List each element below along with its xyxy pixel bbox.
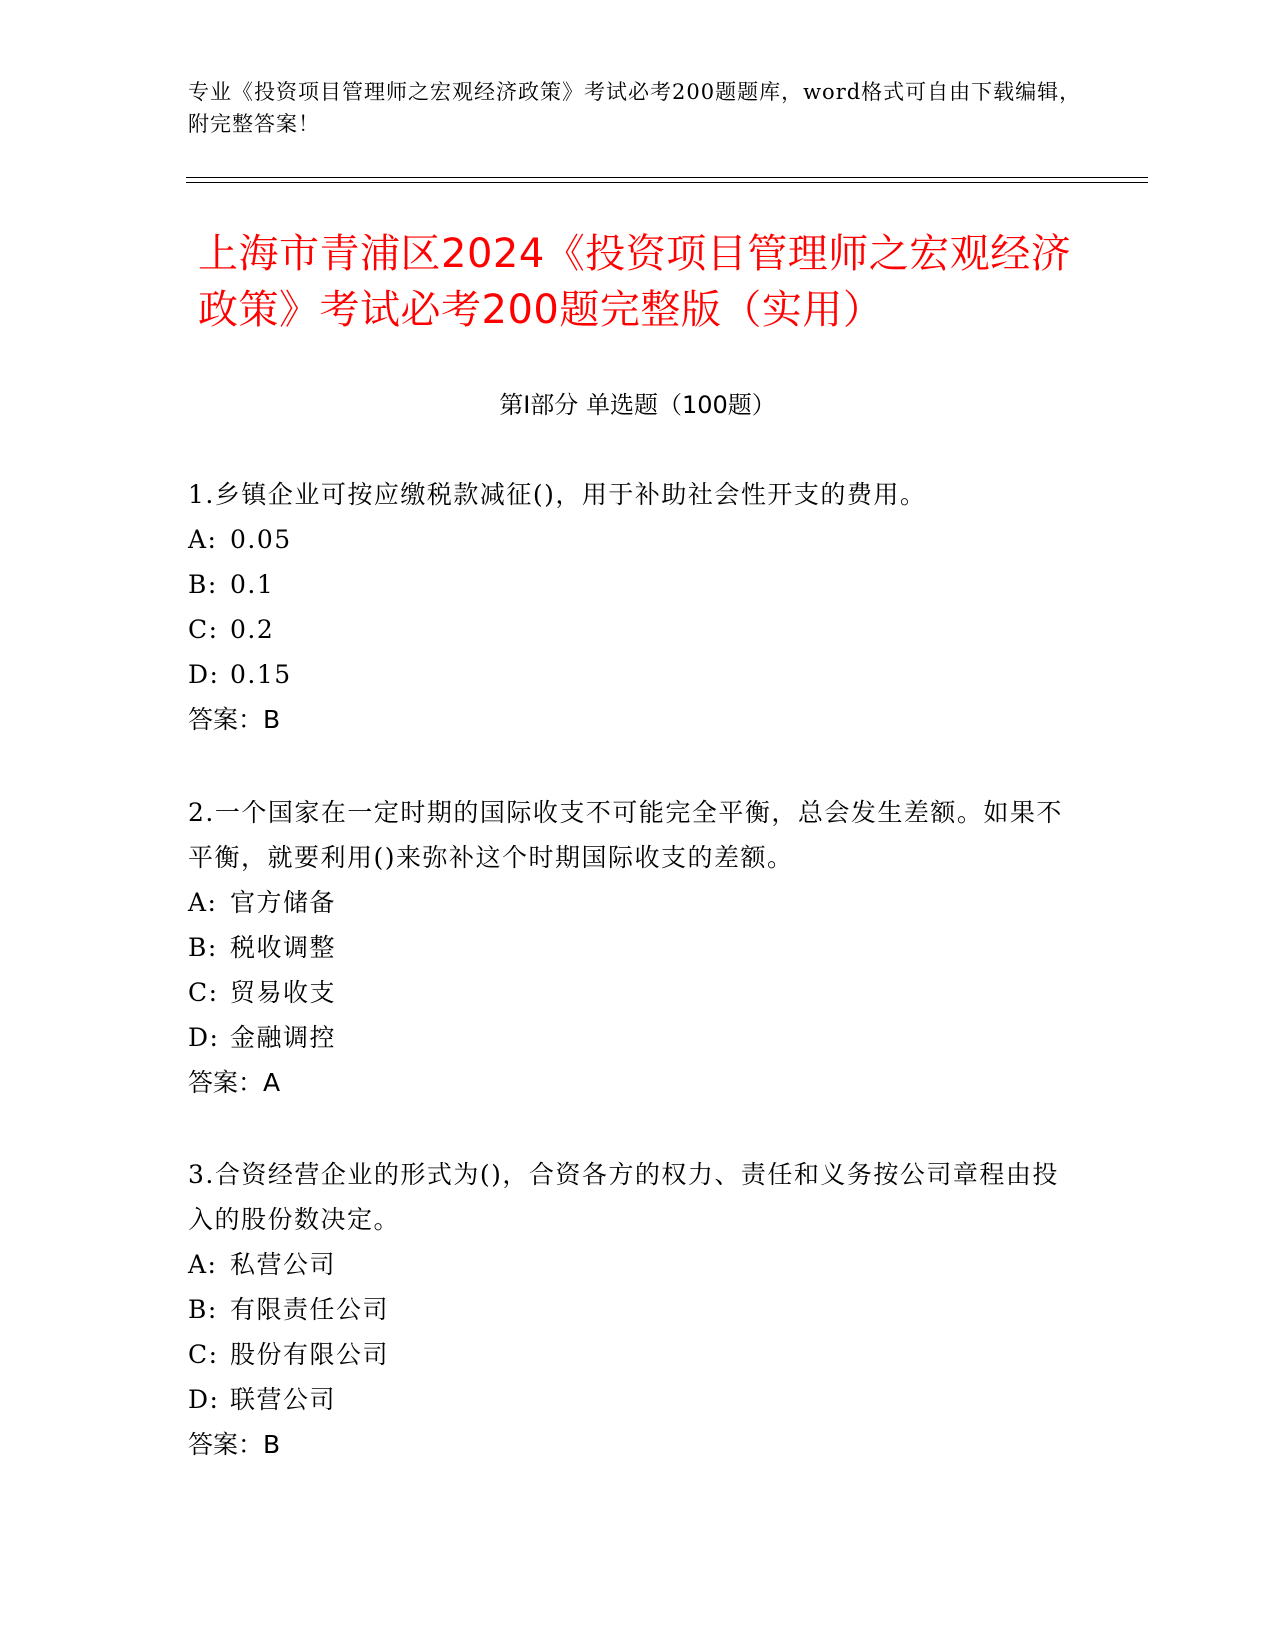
question-3 [188, 1152, 1068, 1467]
option-letter: A: [188, 1250, 218, 1279]
option-a [188, 517, 1068, 562]
option-letter: A: [188, 888, 218, 917]
option-text: 官方储备 [230, 888, 337, 917]
option-letter: C: [188, 978, 219, 1007]
question-1 [188, 472, 1068, 742]
option-c [188, 1332, 1068, 1377]
option-c [188, 970, 1068, 1015]
question-stem: 3.合资经营企业的形式为()，合资各方的权力、责任和义务按公司章程由投入的股份数决定。 [188, 1160, 1059, 1234]
option-text: 贸易收支 [230, 978, 337, 1007]
option-b [188, 1287, 1068, 1332]
option-text: 股份有限公司 [230, 1340, 390, 1369]
option-text: 联营公司 [230, 1385, 337, 1414]
header-divider-top [186, 177, 1148, 178]
option-letter: B: [188, 1295, 218, 1324]
option-text: 0.05 [230, 525, 292, 554]
option-letter: B: [188, 570, 218, 599]
section-heading: 第Ⅰ部分 单选题（100题） [499, 391, 776, 419]
answer-line: 答案：A [188, 1068, 281, 1097]
option-b [188, 562, 1068, 607]
option-text: 0.2 [230, 615, 275, 644]
option-d [188, 1015, 1068, 1060]
option-b [188, 925, 1068, 970]
answer-line: 答案：B [188, 705, 281, 734]
option-text: 税收调整 [230, 933, 337, 962]
option-letter: C: [188, 615, 219, 644]
option-letter: B: [188, 933, 218, 962]
option-c [188, 607, 1068, 652]
question-stem: 2.一个国家在一定时期的国际收支不可能完全平衡，总会发生差额。如果不平衡，就要利用()来弥补这个时期国际收支的差额。 [188, 798, 1063, 872]
option-a [188, 1242, 1068, 1287]
option-letter: C: [188, 1340, 219, 1369]
header-divider-bottom [186, 182, 1148, 183]
document-title: 上海市青浦区2024《投资项目管理师之宏观经济政策》考试必考200题完整版（实用） [198, 231, 1072, 333]
answer-line: 答案：B [188, 1430, 281, 1459]
option-letter: D: [188, 1023, 220, 1052]
option-d [188, 652, 1068, 697]
option-text: 有限责任公司 [230, 1295, 390, 1324]
option-text: 私营公司 [230, 1250, 337, 1279]
option-letter: D: [188, 1385, 220, 1414]
question-stem: 1.乡镇企业可按应缴税款减征()，用于补助社会性开支的费用。 [188, 480, 927, 509]
option-a [188, 880, 1068, 925]
option-d [188, 1377, 1068, 1422]
option-text: 金融调控 [230, 1023, 337, 1052]
question-2 [188, 790, 1068, 1105]
option-text: 0.15 [230, 660, 292, 689]
option-text: 0.1 [230, 570, 275, 599]
header-note: 专业《投资项目管理师之宏观经济政策》考试必考200题题库，word格式可自由下载编辑，附完整答案！ [188, 80, 1082, 136]
option-letter: A: [188, 525, 218, 554]
option-letter: D: [188, 660, 220, 689]
